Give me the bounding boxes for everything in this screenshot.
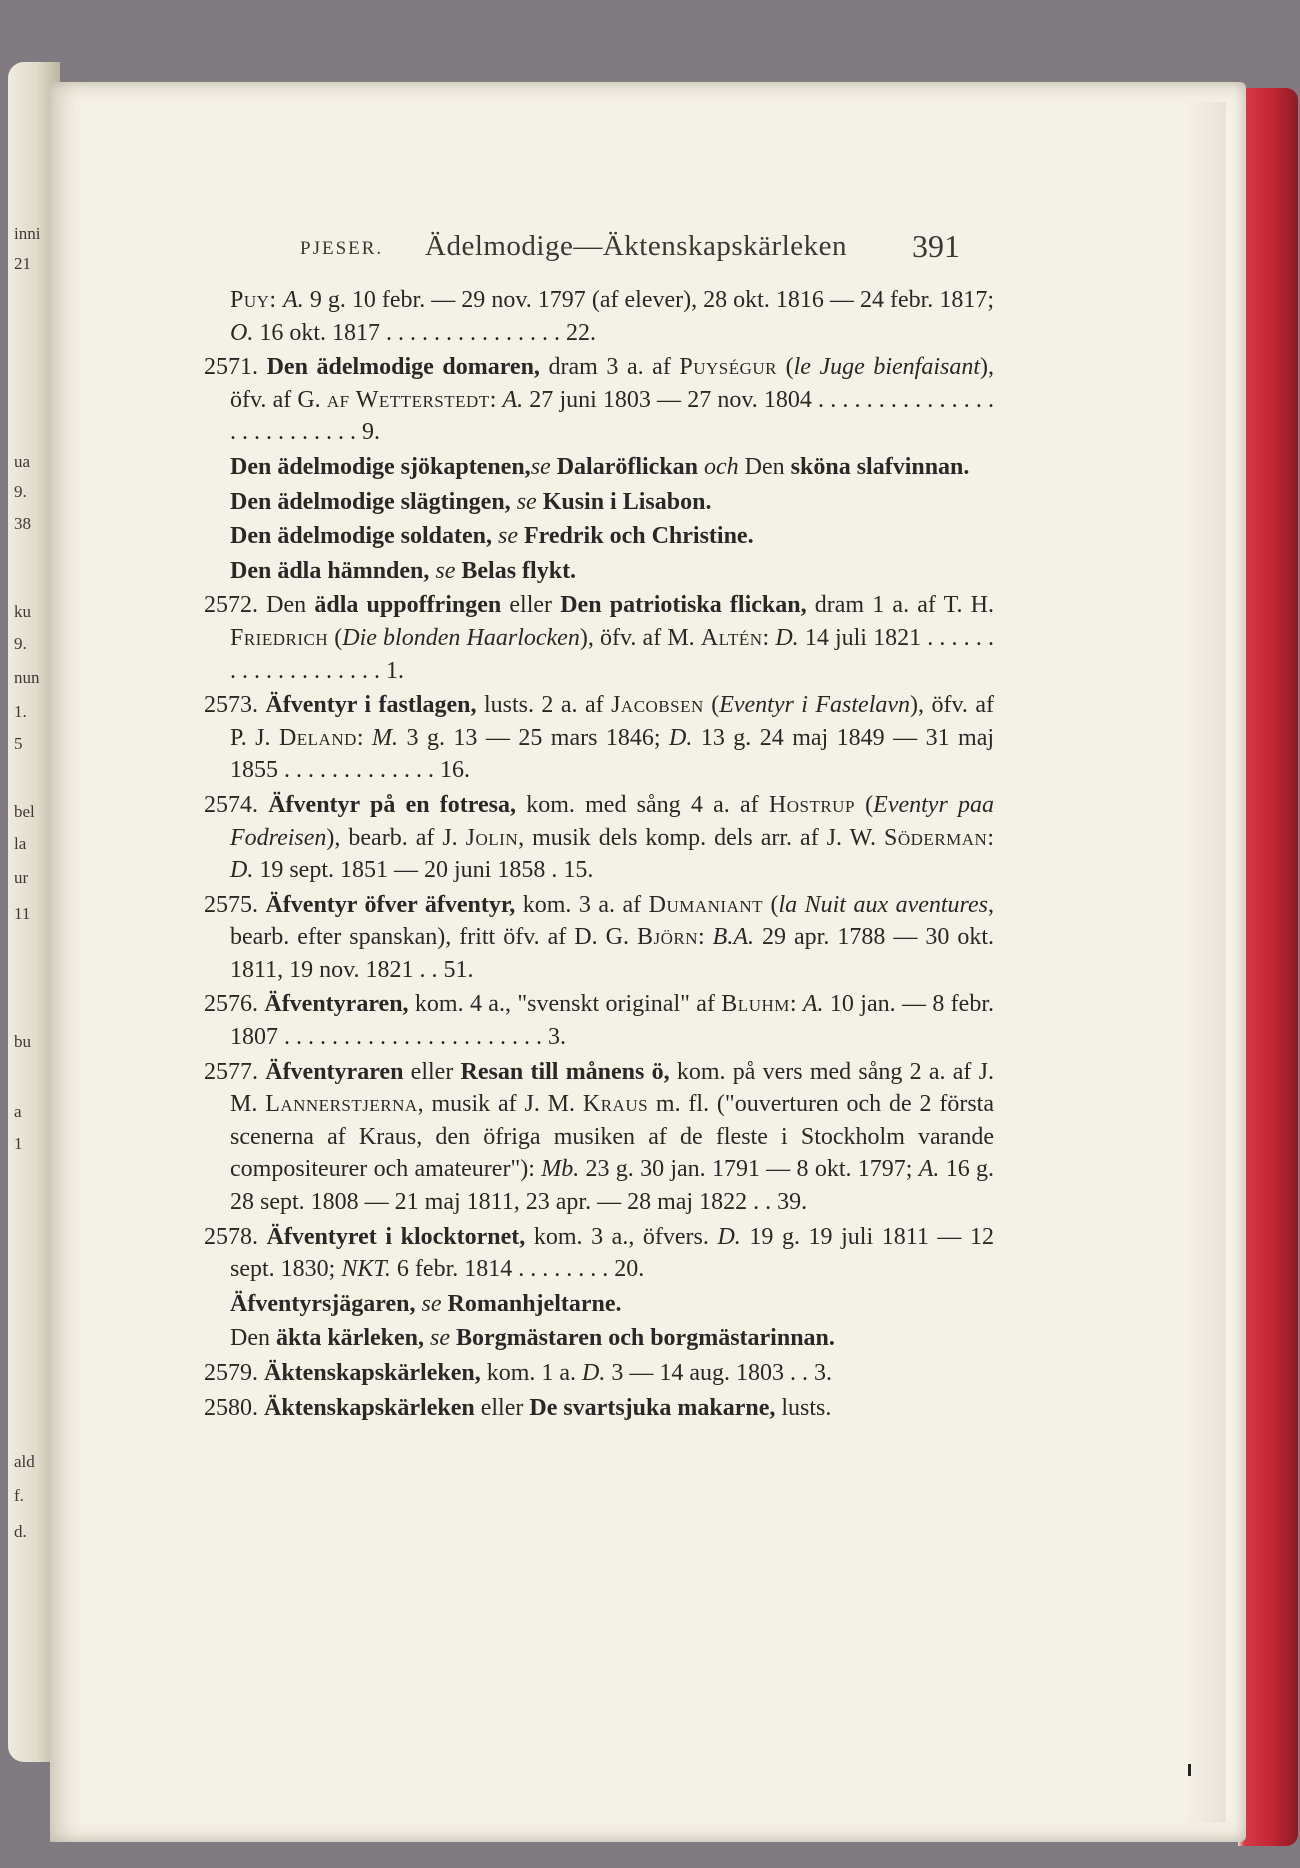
entry-2571: 2571. Den ädelmodige domaren, dram 3 a. af Puységur (le Juge bienfaisant), öfv. af G. af Wetterstedt: A. 27 juni 1803 — 27 nov. 1804 . . . . . . . . . . . . . . . . . . . . . . . . . . 9. xyxy=(204,354,995,446)
margin-fragment: 1 xyxy=(14,1134,23,1153)
margin-fragment: nun xyxy=(14,668,40,687)
margin-fragment: 9. xyxy=(14,482,27,501)
margin-fragment: 11 xyxy=(14,904,31,923)
margin-fragment: a xyxy=(14,1102,22,1121)
margin-fragment: f. xyxy=(14,1486,24,1505)
entry-2579: 2579. Äktenskapskärleken, kom. 1 a. D. 3 — 14 aug. 1803 . . 3. xyxy=(204,1360,833,1386)
cross-reference: Den äkta kärleken, se Borgmästaren och borgmästarinnan. xyxy=(230,1325,835,1352)
header-section: PJESER. xyxy=(300,238,384,259)
entry-2577: 2577. Äfventyraren eller Resan till månens ö, kom. på vers med sång 2 a. af J. M. Lannerstjerna, musik af J. M. Kraus m. fl. ("ouverturen och de 2 första scenerna af Kraus, den öfriga musiken af de fleste i Stockholm varande compositeurer och amateurer"): Mb. 23 g. 30 jan. 1791 — 8 okt. 1797; A. 16 g. 28 sept. 1808 — 21 maj 1811, 23 apr. — 28 maj 1822 . . 39. xyxy=(204,1058,995,1216)
entry-2575: 2575. Äfventyr öfver äfventyr, kom. 3 a. af Dumaniant (la Nuit aux aventures, bearb. efter spanskan), fritt öfv. af D. G. Björn: B.A. 29 apr. 1788 — 30 okt. 1811, 19 nov. 1821 . . 51. xyxy=(204,891,994,983)
entry-continuation: Puy: A. 9 g. 10 febr. — 29 nov. 1797 (af elever), 28 okt. 1816 — 24 febr. 1817; O. 16 okt. 1817 . . . . . . . . . . . . . . . 22. xyxy=(230,287,994,346)
entry-2574: 2574. Äfventyr på en fotresa, kom. med sång 4 a. af Hostrup (Eventyr paa Fodreisen), bearb. af J. Jolin, musik dels komp. dels arr. af J. W. Söderman: D. 19 sept. 1851 — 20 juni 1858 . 15. xyxy=(204,791,995,884)
cross-reference: Den ädelmodige slägtingen, se Kusin i Lisabon. xyxy=(230,488,712,515)
page-number: 391 xyxy=(912,228,960,264)
entry-2580: 2580. Äktenskapskärleken eller De svartsjuka makarne, lusts. xyxy=(204,1394,832,1421)
entry-2576: 2576. Äfventyraren, kom. 4 a., "svenskt original" af Bluhm: A. 10 jan. — 8 febr. 1807 . . . . . . . . . . . . . . . . . . . . . . 3. xyxy=(204,991,994,1051)
margin-fragment: ku xyxy=(14,602,31,621)
cross-reference: Den ädla hämnden, se Belas flykt. xyxy=(230,557,577,584)
margin-fragment: inni xyxy=(14,224,41,243)
margin-fragment: d. xyxy=(14,1522,27,1541)
margin-fragment: 21 xyxy=(14,254,31,273)
entry-2578: 2578. Äfventyret i klocktornet, kom. 3 a., öfvers. D. 19 g. 19 juli 1811 — 12 sept. 1830; NKT. 6 febr. 1814 . . . . . . . . 20. xyxy=(204,1223,995,1283)
cross-reference: Äfventyrsjägaren, se Romanhjeltarne. xyxy=(230,1290,622,1317)
margin-fragment: 38 xyxy=(14,514,31,533)
page-mark xyxy=(1188,1764,1191,1776)
margin-fragment: 1. xyxy=(14,702,27,721)
page-body xyxy=(204,284,994,1426)
margin-fragment: la xyxy=(14,834,27,853)
entry-2573: 2573. Äfventyr i fastlagen, lusts. 2 a. af Jacobsen (Eventyr i Fastelavn), öfv. af P. J. Deland: M. 3 g. 13 — 25 mars 1846; D. 13 g. 24 maj 1849 — 31 maj 1855 . . . . . . . . . . . . . 16. xyxy=(204,692,995,784)
margin-fragment: ald xyxy=(14,1452,35,1471)
entry-2572: 2572. Den ädla uppoffringen eller Den patriotiska flickan, dram 1 a. af T. H. Friedrich (Die blonden Haarlocken), öfv. af M. Altén: D. 14 juli 1821 . . . . . . . . . . . . . . . . . . . 1. xyxy=(204,592,995,684)
cross-reference: Den ädelmodige sjökaptenen,se Dalaröflickan och Den sköna slafvinnan. xyxy=(230,453,970,480)
margin-fragment: bu xyxy=(14,1032,31,1051)
book-edge xyxy=(1238,88,1298,1846)
margin-fragment: 9. xyxy=(14,634,27,653)
cross-reference: Den ädelmodige soldaten, se Fredrik och Christine. xyxy=(230,523,754,550)
margin-fragment: ua xyxy=(14,452,31,471)
margin-fragment: ur xyxy=(14,868,29,887)
margin-fragment: bel xyxy=(14,802,35,821)
running-header xyxy=(300,228,960,268)
header-title: Ädelmodige—Äktenskapskärleken xyxy=(425,230,848,262)
margin-fragment: 5 xyxy=(14,734,23,753)
